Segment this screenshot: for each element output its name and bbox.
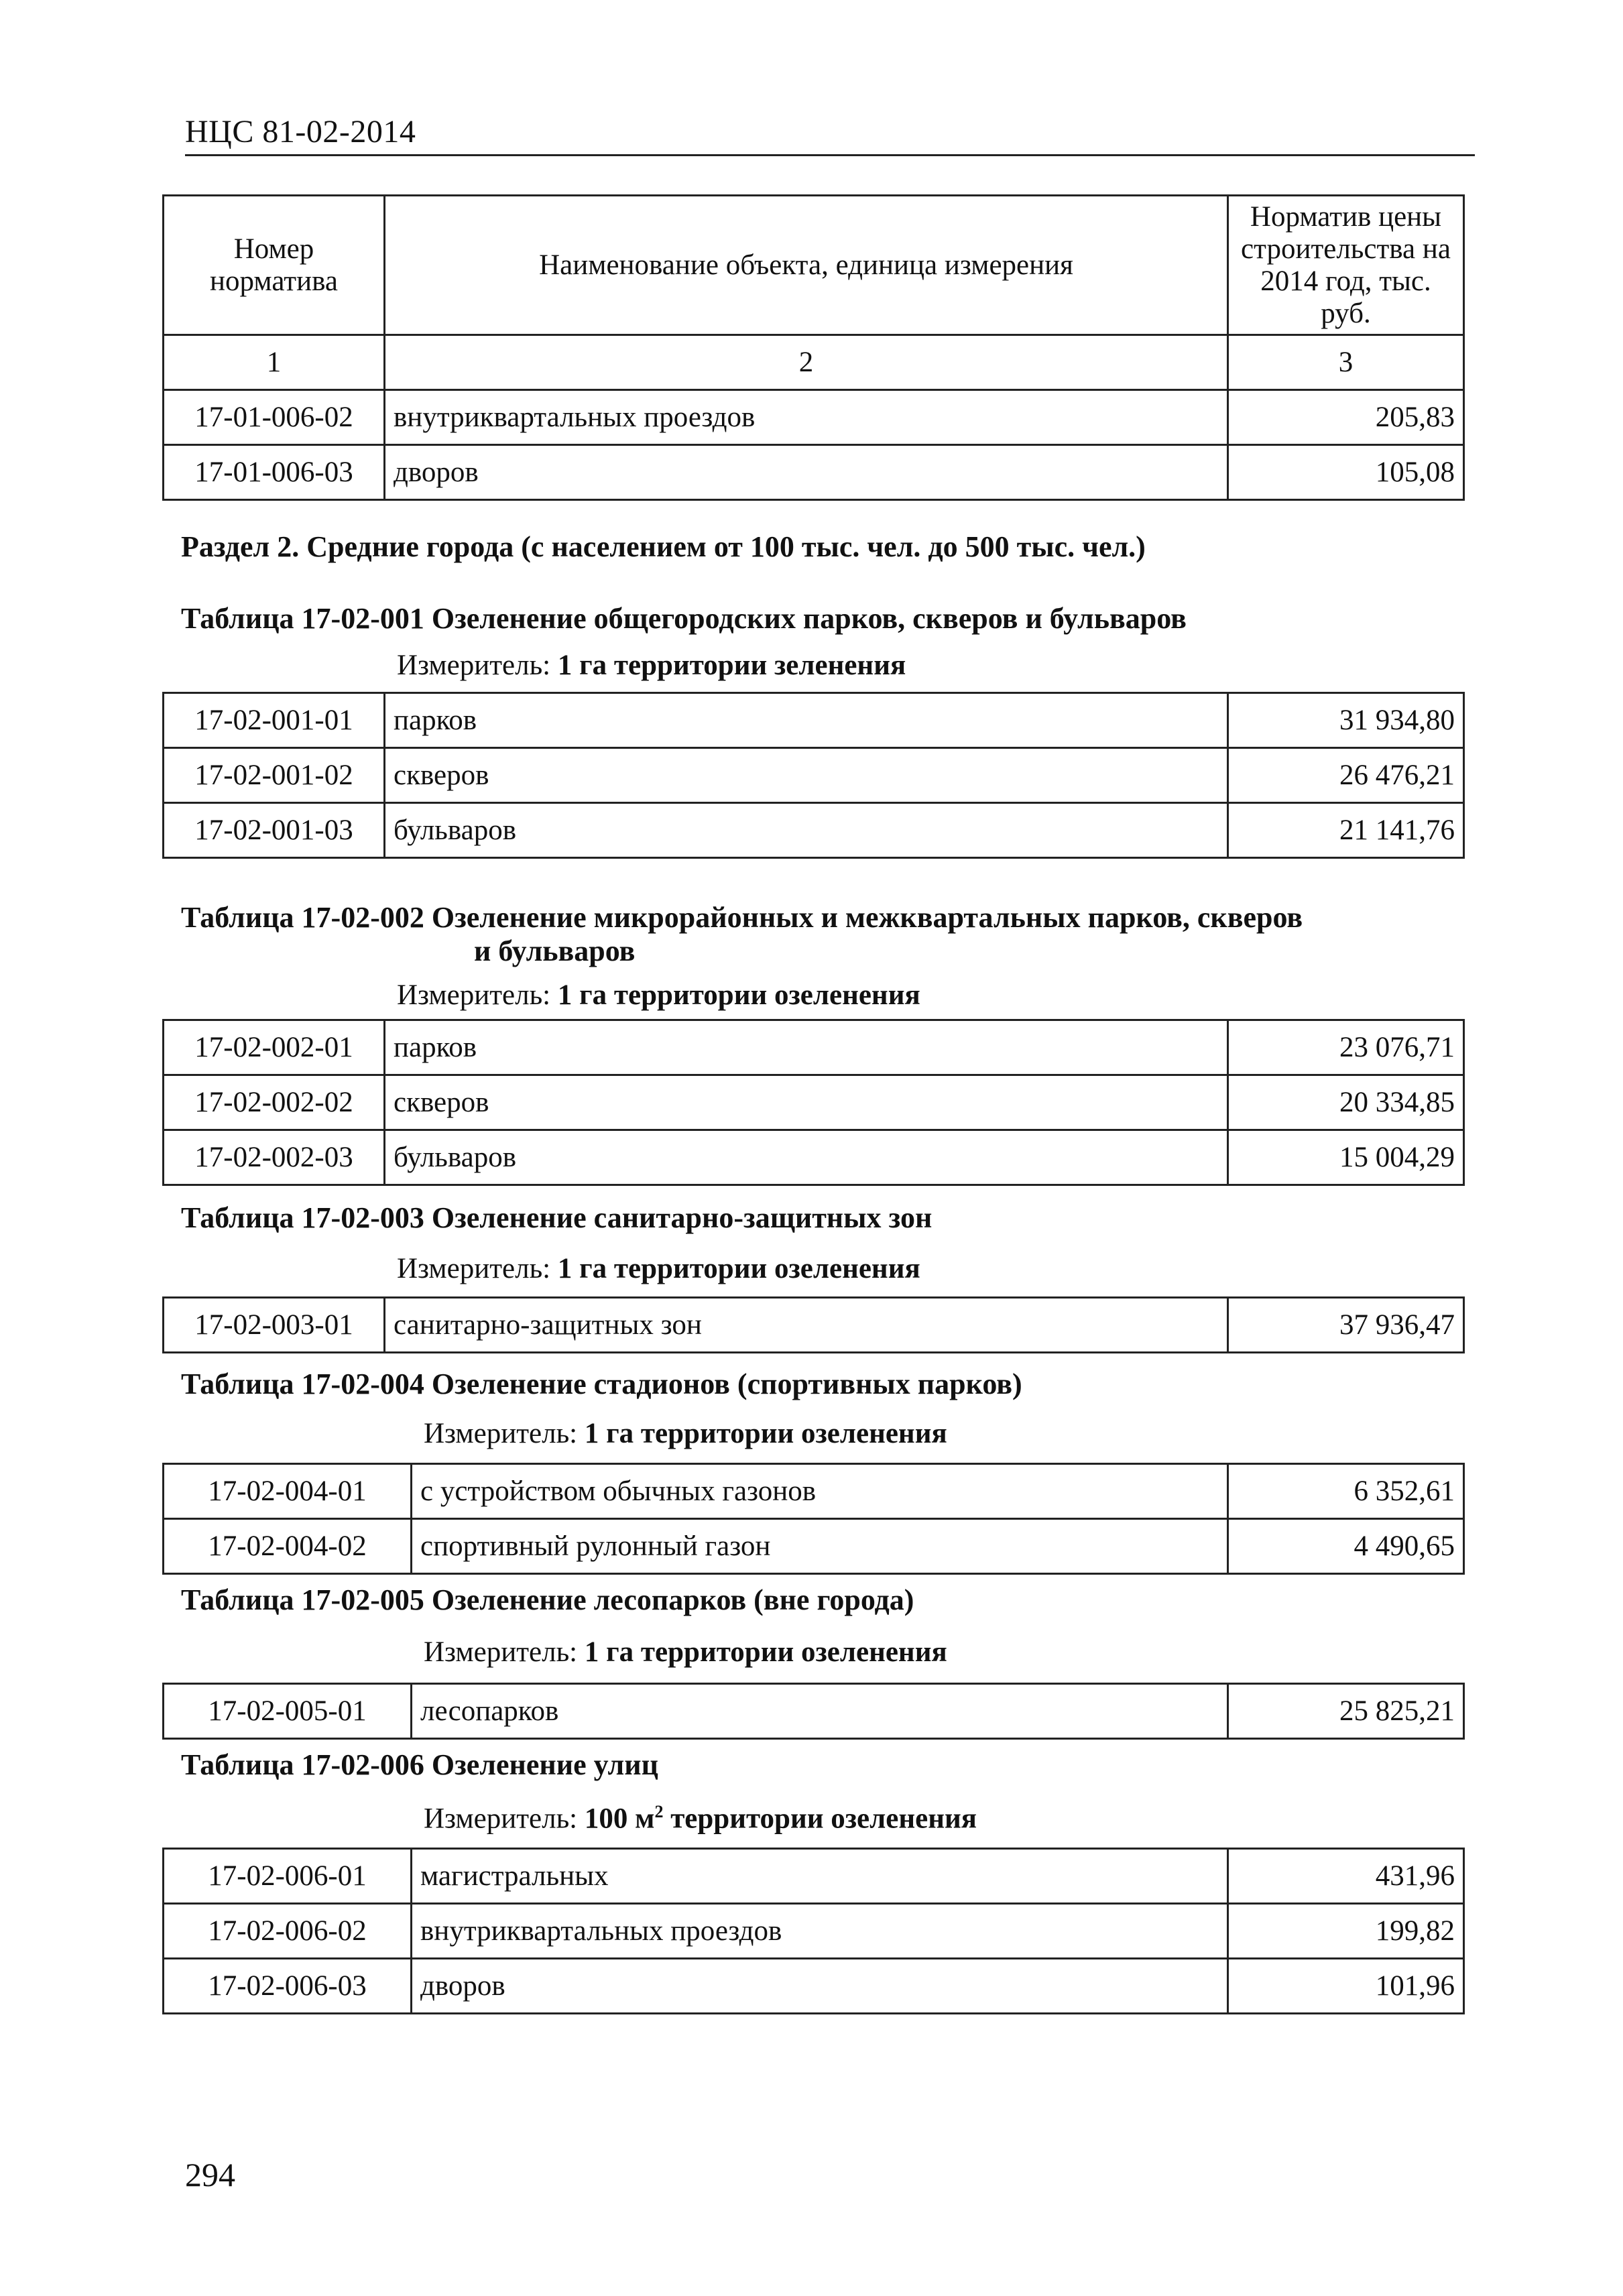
column-number: 1 <box>164 335 385 390</box>
norm-code: 17-02-001-02 <box>164 748 385 803</box>
norm-code: 17-02-005-01 <box>164 1684 412 1739</box>
object-name: бульваров <box>385 1130 1228 1185</box>
norm-price: 31 934,80 <box>1228 693 1464 748</box>
section-heading: Раздел 2. Средние города (с населением от 100 тыс. чел. до 500 тыс. чел.) <box>181 530 1146 563</box>
norm-price: 37 936,47 <box>1228 1298 1464 1353</box>
table-title: Таблица 17-02-003 Озеленение санитарно-защитных зон <box>181 1201 933 1234</box>
column-number: 3 <box>1228 335 1464 390</box>
column-header-code: Номер норматива <box>164 196 385 335</box>
object-name: лесопарков <box>412 1684 1228 1739</box>
object-name: бульваров <box>385 803 1228 858</box>
object-name: скверов <box>385 1075 1228 1130</box>
norm-table <box>162 1019 1465 1186</box>
table-row <box>164 1849 1464 1904</box>
norm-price: 26 476,21 <box>1228 748 1464 803</box>
table-title: Таблица 17-02-002 Озеленение микрорайонных и межквартальных парков, скверов и бульваров <box>181 901 1303 967</box>
norm-code: 17-02-006-02 <box>164 1904 412 1959</box>
table-row <box>164 1904 1464 1959</box>
table-header-row <box>164 196 1464 335</box>
object-name: парков <box>385 1020 1228 1075</box>
norm-code: 17-01-006-03 <box>164 445 385 500</box>
object-name: парков <box>385 693 1228 748</box>
norm-price: 15 004,29 <box>1228 1130 1464 1185</box>
document-code: НЦС 81-02-2014 <box>185 114 416 149</box>
measure-line: Измеритель: 1 га территории озеленения <box>397 1253 920 1284</box>
table-row <box>164 1298 1464 1353</box>
object-name: дворов <box>412 1959 1228 2014</box>
object-name: дворов <box>385 445 1228 500</box>
page-number: 294 <box>185 2156 235 2193</box>
object-name: скверов <box>385 748 1228 803</box>
table-row <box>164 693 1464 748</box>
measure-line: Измеритель: 100 $м^2$ территории озеленения <box>424 1802 977 1835</box>
table-title: Таблица 17-02-001 Озеленение общегородских парков, скверов и бульваров <box>181 602 1187 635</box>
object-name: с устройством обычных газонов <box>412 1464 1228 1519</box>
column-header-name: Наименование объекта, единица измерения <box>385 196 1228 335</box>
object-name: спортивный рулонный газон <box>412 1519 1228 1574</box>
norm-price: 25 825,21 <box>1228 1684 1464 1739</box>
table-row <box>164 803 1464 858</box>
norm-table <box>162 692 1465 859</box>
object-name: внутриквартальных проездов <box>412 1904 1228 1959</box>
norm-code: 17-02-002-02 <box>164 1075 385 1130</box>
table-row <box>164 445 1464 500</box>
norm-price: 23 076,71 <box>1228 1020 1464 1075</box>
norm-code: 17-01-006-02 <box>164 390 385 445</box>
norm-code: 17-02-004-01 <box>164 1464 412 1519</box>
table-title: Таблица 17-02-006 Озеленение улиц <box>181 1748 658 1781</box>
norm-price: 199,82 <box>1228 1904 1464 1959</box>
continuation-table <box>162 194 1465 501</box>
column-number-row <box>164 335 1464 390</box>
table-title: Таблица 17-02-005 Озеленение лесопарков (вне города) <box>181 1583 914 1616</box>
measure-line: Измеритель: 1 га территории зеленения <box>397 650 906 681</box>
norm-table <box>162 1463 1465 1575</box>
norm-code: 17-02-006-01 <box>164 1849 412 1904</box>
norm-code: 17-02-002-03 <box>164 1130 385 1185</box>
object-name: внутриквартальных проездов <box>385 390 1228 445</box>
table-row <box>164 748 1464 803</box>
norm-code: 17-02-001-01 <box>164 693 385 748</box>
norm-table <box>162 1683 1465 1740</box>
page-header <box>185 107 1475 156</box>
measure-line: Измеритель: 1 га территории озеленения <box>424 1418 947 1449</box>
norm-price: 4 490,65 <box>1228 1519 1464 1574</box>
object-name: магистральных <box>412 1849 1228 1904</box>
norm-price: 101,96 <box>1228 1959 1464 2014</box>
norm-price: 105,08 <box>1228 445 1464 500</box>
norm-price: 431,96 <box>1228 1849 1464 1904</box>
table-row <box>164 1519 1464 1574</box>
table-row <box>164 1464 1464 1519</box>
norm-code: 17-02-002-01 <box>164 1020 385 1075</box>
norm-price: 20 334,85 <box>1228 1075 1464 1130</box>
measure-line: Измеритель: 1 га территории озеленения <box>424 1636 947 1668</box>
norm-table <box>162 1848 1465 2014</box>
table-row <box>164 1130 1464 1185</box>
table-row <box>164 1075 1464 1130</box>
table-title: Таблица 17-02-004 Озеленение стадионов (спортивных парков) <box>181 1368 1022 1400</box>
table-row <box>164 390 1464 445</box>
norm-price: 205,83 <box>1228 390 1464 445</box>
norm-code: 17-02-001-03 <box>164 803 385 858</box>
column-header-price: Норматив цены строительства на 2014 год, тыс. руб. <box>1228 196 1464 335</box>
norm-price: 21 141,76 <box>1228 803 1464 858</box>
norm-code: 17-02-006-03 <box>164 1959 412 2014</box>
norm-price: 6 352,61 <box>1228 1464 1464 1519</box>
norm-code: 17-02-003-01 <box>164 1298 385 1353</box>
column-number: 2 <box>385 335 1228 390</box>
measure-line: Измеритель: 1 га территории озеленения <box>397 979 920 1011</box>
norm-table <box>162 1296 1465 1353</box>
table-row <box>164 1959 1464 2014</box>
object-name: санитарно-защитных зон <box>385 1298 1228 1353</box>
table-row <box>164 1684 1464 1739</box>
norm-code: 17-02-004-02 <box>164 1519 412 1574</box>
table-row <box>164 1020 1464 1075</box>
